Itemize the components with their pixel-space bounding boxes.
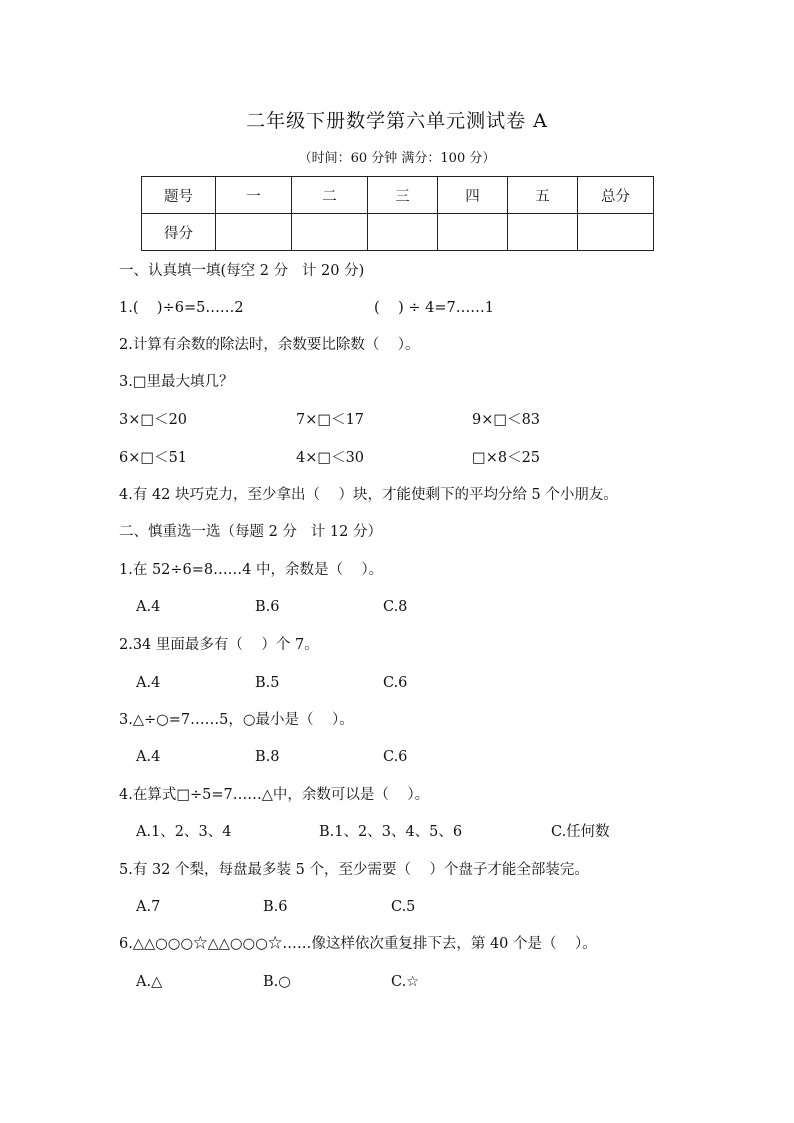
score-cell[interactable] [292,214,368,251]
option-c[interactable]: C.6 [383,675,408,691]
question-1-4: 4.有 42 块巧克力，至少拿出（ ）块，才能使剩下的平均分给 5 个小朋友。 [119,487,618,503]
q3-item: 3×□＜20 [119,412,188,428]
question-2-2: 2.34 里面最多有（ ）个 7。 [119,637,319,653]
section2-heading: 二、慎重选一选（每题 2 分 计 12 分） [119,524,382,540]
option-c[interactable]: C.☆ [391,974,420,990]
question-1-1b: ( ) ÷ 4=7……1 [374,300,494,316]
section1-heading: 一、认真填一填(每空 2 分 计 20 分) [119,263,365,279]
question-2-6: 6.△△○○○☆△△○○○☆……像这样依次重复排下去，第 40 个是（ ）。 [119,936,597,952]
option-b[interactable]: B.6 [263,899,288,915]
score-table-row [142,214,654,251]
question-2-3: 3.△÷○=7……5，○最小是（ ）。 [119,712,354,728]
score-table [141,176,654,251]
score-cell[interactable] [216,214,292,251]
option-a[interactable]: A.7 [136,899,161,915]
score-cell[interactable] [368,214,438,251]
option-c[interactable]: C.6 [383,749,408,765]
score-cell[interactable] [438,214,508,251]
question-2-5: 5.有 32 个梨，每盘最多装 5 个，至少需要（ ）个盘子才能全部装完。 [119,862,589,878]
option-b[interactable]: B.1、2、3、4、5、6 [319,824,463,840]
page-title: 二年级下册数学第六单元测试卷 A [246,110,548,132]
option-b[interactable]: B.6 [255,599,280,615]
option-a[interactable]: A.4 [136,599,161,615]
option-a[interactable]: A.1、2、3、4 [136,824,232,840]
question-2-1: 1.在 52÷6=8……4 中，余数是（ ）。 [119,562,384,578]
question-2-4: 4.在算式□÷5=7……△中，余数可以是（ ）。 [119,787,430,803]
score-header-cell: 一 [216,177,292,214]
q3-item: 7×□＜17 [296,412,365,428]
exam-info: （时间：60 分钟 满分：100 分） [298,151,496,166]
q3-item: 9×□＜83 [472,412,541,428]
option-a[interactable]: A.4 [136,675,161,691]
option-a[interactable]: A.4 [136,749,161,765]
option-a[interactable]: A.△ [136,974,163,990]
score-header-cell: 题号 [142,177,216,214]
q3-item: □×8＜25 [472,450,541,466]
option-c[interactable]: C.8 [383,599,408,615]
question-1-1a: 1.( )÷6=5……2 [119,300,244,316]
option-c[interactable]: C.任何数 [551,824,610,840]
option-b[interactable]: B.○ [263,974,291,990]
score-table-header-row [142,177,654,214]
q3-item: 6×□＜51 [119,450,188,466]
score-header-cell: 二 [292,177,368,214]
score-cell[interactable] [508,214,578,251]
question-1-2: 2.计算有余数的除法时，余数要比除数（ ）。 [119,337,420,353]
score-row-label: 得分 [142,214,216,251]
option-b[interactable]: B.5 [255,675,280,691]
score-cell[interactable] [578,214,654,251]
question-1-3: 3.□里最大填几？ [119,374,234,390]
score-header-cell: 五 [508,177,578,214]
option-c[interactable]: C.5 [391,899,416,915]
score-header-cell: 四 [438,177,508,214]
q3-item: 4×□＜30 [296,450,365,466]
option-b[interactable]: B.8 [255,749,280,765]
score-header-cell: 总分 [578,177,654,214]
score-header-cell: 三 [368,177,438,214]
